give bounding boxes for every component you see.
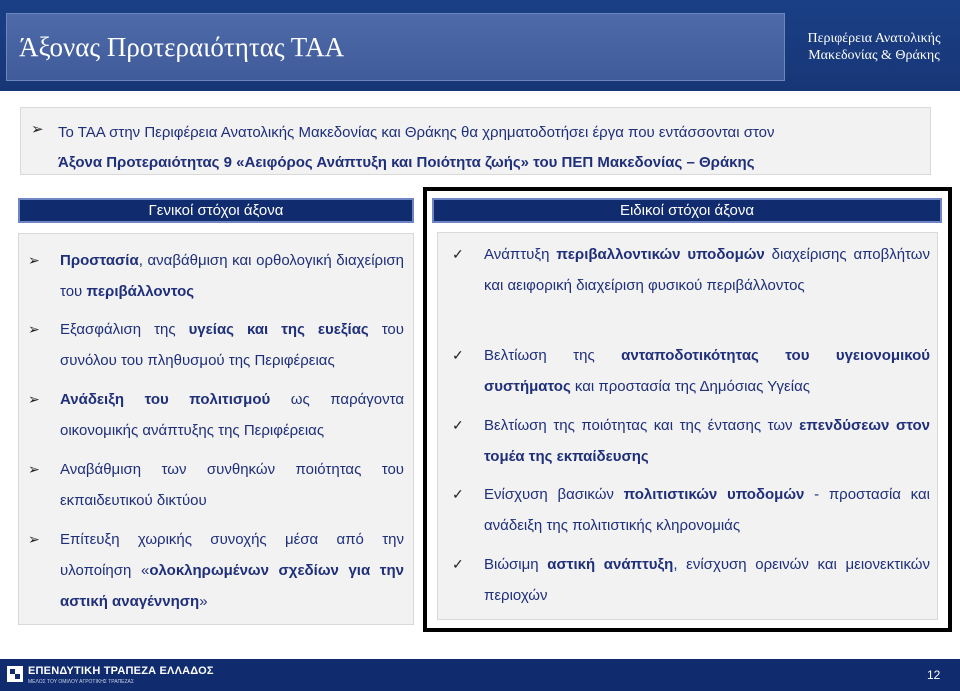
general-goals-heading: Γενικοί στόχοι άξονα: [18, 198, 414, 223]
goal-text: Ενίσχυση βασικών: [484, 486, 624, 503]
goal-text: , ενίσχυση ορεινών και μειονεκτικών περιοχών: [484, 556, 930, 604]
goal-text: διαχείρισης αποβλήτων και αειφορική διαχείριση φυσικού περιβάλλοντος: [484, 246, 930, 294]
specific-goals-heading: Ειδικοί στόχοι άξονα: [432, 198, 942, 223]
checkmark-icon: ✓: [452, 417, 464, 433]
region-name: [795, 30, 953, 64]
specific-goal-item: [452, 239, 930, 301]
goal-text: Βιώσιμη: [484, 556, 548, 573]
goal-text-bold: περιβάλλοντος: [86, 283, 195, 300]
goal-text: και προστασία της Δημόσιας Υγείας: [570, 378, 810, 395]
specific-goal-item: [452, 410, 930, 472]
specific-goal-item: [452, 479, 930, 541]
goal-text-bold: ανταποδοτικότητας του υγειονομικού συστήματος: [484, 347, 930, 395]
goal-text: Αναβάθμιση των συνθηκών ποιότητας του εκπαιδευτικού δικτύου: [60, 461, 404, 509]
specific-goal-item: [452, 340, 930, 402]
specific-goals-frame: [423, 187, 952, 632]
title-box: [6, 13, 785, 81]
goal-text-bold: Ανάδειξη του πολιτισμού: [60, 391, 271, 408]
general-goal-item: [28, 524, 404, 617]
goal-text-bold: ολοκληρωμένων σχεδίων για την αστική αναγέννηση: [60, 562, 404, 610]
page-number: 12: [927, 668, 941, 682]
arrow-bullet-icon: ➢: [28, 391, 40, 407]
general-goals-panel: [18, 233, 414, 625]
region-line-2: Μακεδονίας & Θράκης: [808, 48, 940, 63]
general-goal-item: [28, 314, 404, 376]
footer-bar: [0, 659, 960, 691]
goal-text: - προστασία και ανάδειξη της πολιτιστικής κληρονομιάς: [484, 486, 931, 534]
goal-text: Βελτίωση της ποιότητας και της έντασης των: [484, 417, 800, 434]
arrow-bullet-icon: ➢: [31, 121, 44, 138]
intro-box: [20, 107, 931, 175]
goal-text-bold: πολιτιστικών υποδομών: [623, 486, 805, 503]
header-bar: [0, 0, 960, 91]
checkmark-icon: ✓: [452, 246, 464, 262]
goal-text-bold: επενδύσεων στον τομέα της εκπαίδευσης: [484, 417, 930, 465]
goal-text: του συνόλου του πληθυσμού της Περιφέρειας: [60, 321, 404, 369]
goal-text-bold: περιβαλλοντικών υποδομών: [556, 246, 765, 263]
general-goal-item: [28, 454, 404, 516]
intro-text-plain: Το ΤΑΑ στην Περιφέρεια Ανατολικής Μακεδονίας και Θράκης θα χρηματοδοτήσει έργα που εντάσσονται στον: [58, 124, 775, 141]
goal-text: Επίτευξη χωρικής συνοχής μέσα από την υλοποίηση «: [60, 531, 404, 579]
goal-text: ως παράγοντα οικονομικής ανάπτυξης της Περιφέρειας: [60, 391, 404, 439]
bank-name: ΕΠΕΝΔΥΤΙΚΗ ΤΡΑΠΕΖΑ ΕΛΛΑΔΟΣ: [28, 665, 214, 677]
specific-goals-panel: [437, 232, 938, 620]
goal-text: Εξασφάλιση της: [60, 321, 189, 338]
specific-goal-item: [452, 549, 930, 611]
page-title: Άξονας Προτεραιότητας ΤΑΑ: [19, 32, 345, 62]
checkmark-icon: ✓: [452, 486, 464, 502]
goal-text: »: [199, 593, 208, 610]
goal-text-bold: αστική ανάπτυξη: [547, 556, 674, 573]
goal-text: Ανάπτυξη: [484, 246, 557, 263]
checkmark-icon: ✓: [452, 556, 464, 572]
checkmark-icon: ✓: [452, 347, 464, 363]
general-goal-item: [28, 245, 404, 307]
goal-text: Βελτίωση της: [484, 347, 622, 364]
intro-text-bold: Άξονα Προτεραιότητας 9 «Αειφόρος Ανάπτυξη και Ποιότητα ζωής» του ΠΕΠ Μακεδονίας – Θράκης: [58, 154, 755, 171]
bank-subtitle: ΜΕΛΟΣ ΤΟΥ ΟΜΙΛΟΥ ΑΓΡΟΤΙΚΗΣ ΤΡΑΠΕΖΑΣ: [28, 679, 134, 685]
region-line-1: Περιφέρεια Ανατολικής: [807, 31, 941, 46]
general-goal-item: [28, 384, 404, 446]
arrow-bullet-icon: ➢: [28, 321, 40, 337]
arrow-bullet-icon: ➢: [28, 252, 40, 268]
goal-text: , αναβάθμιση και ορθολογική διαχείριση του: [60, 252, 404, 300]
arrow-bullet-icon: ➢: [28, 531, 40, 547]
arrow-bullet-icon: ➢: [28, 461, 40, 477]
goal-text-bold: υγείας και της ευεξίας: [188, 321, 369, 338]
goal-text-bold: Προστασία: [60, 252, 139, 269]
intro-text: [58, 118, 928, 178]
bank-logo-icon: [7, 666, 23, 682]
